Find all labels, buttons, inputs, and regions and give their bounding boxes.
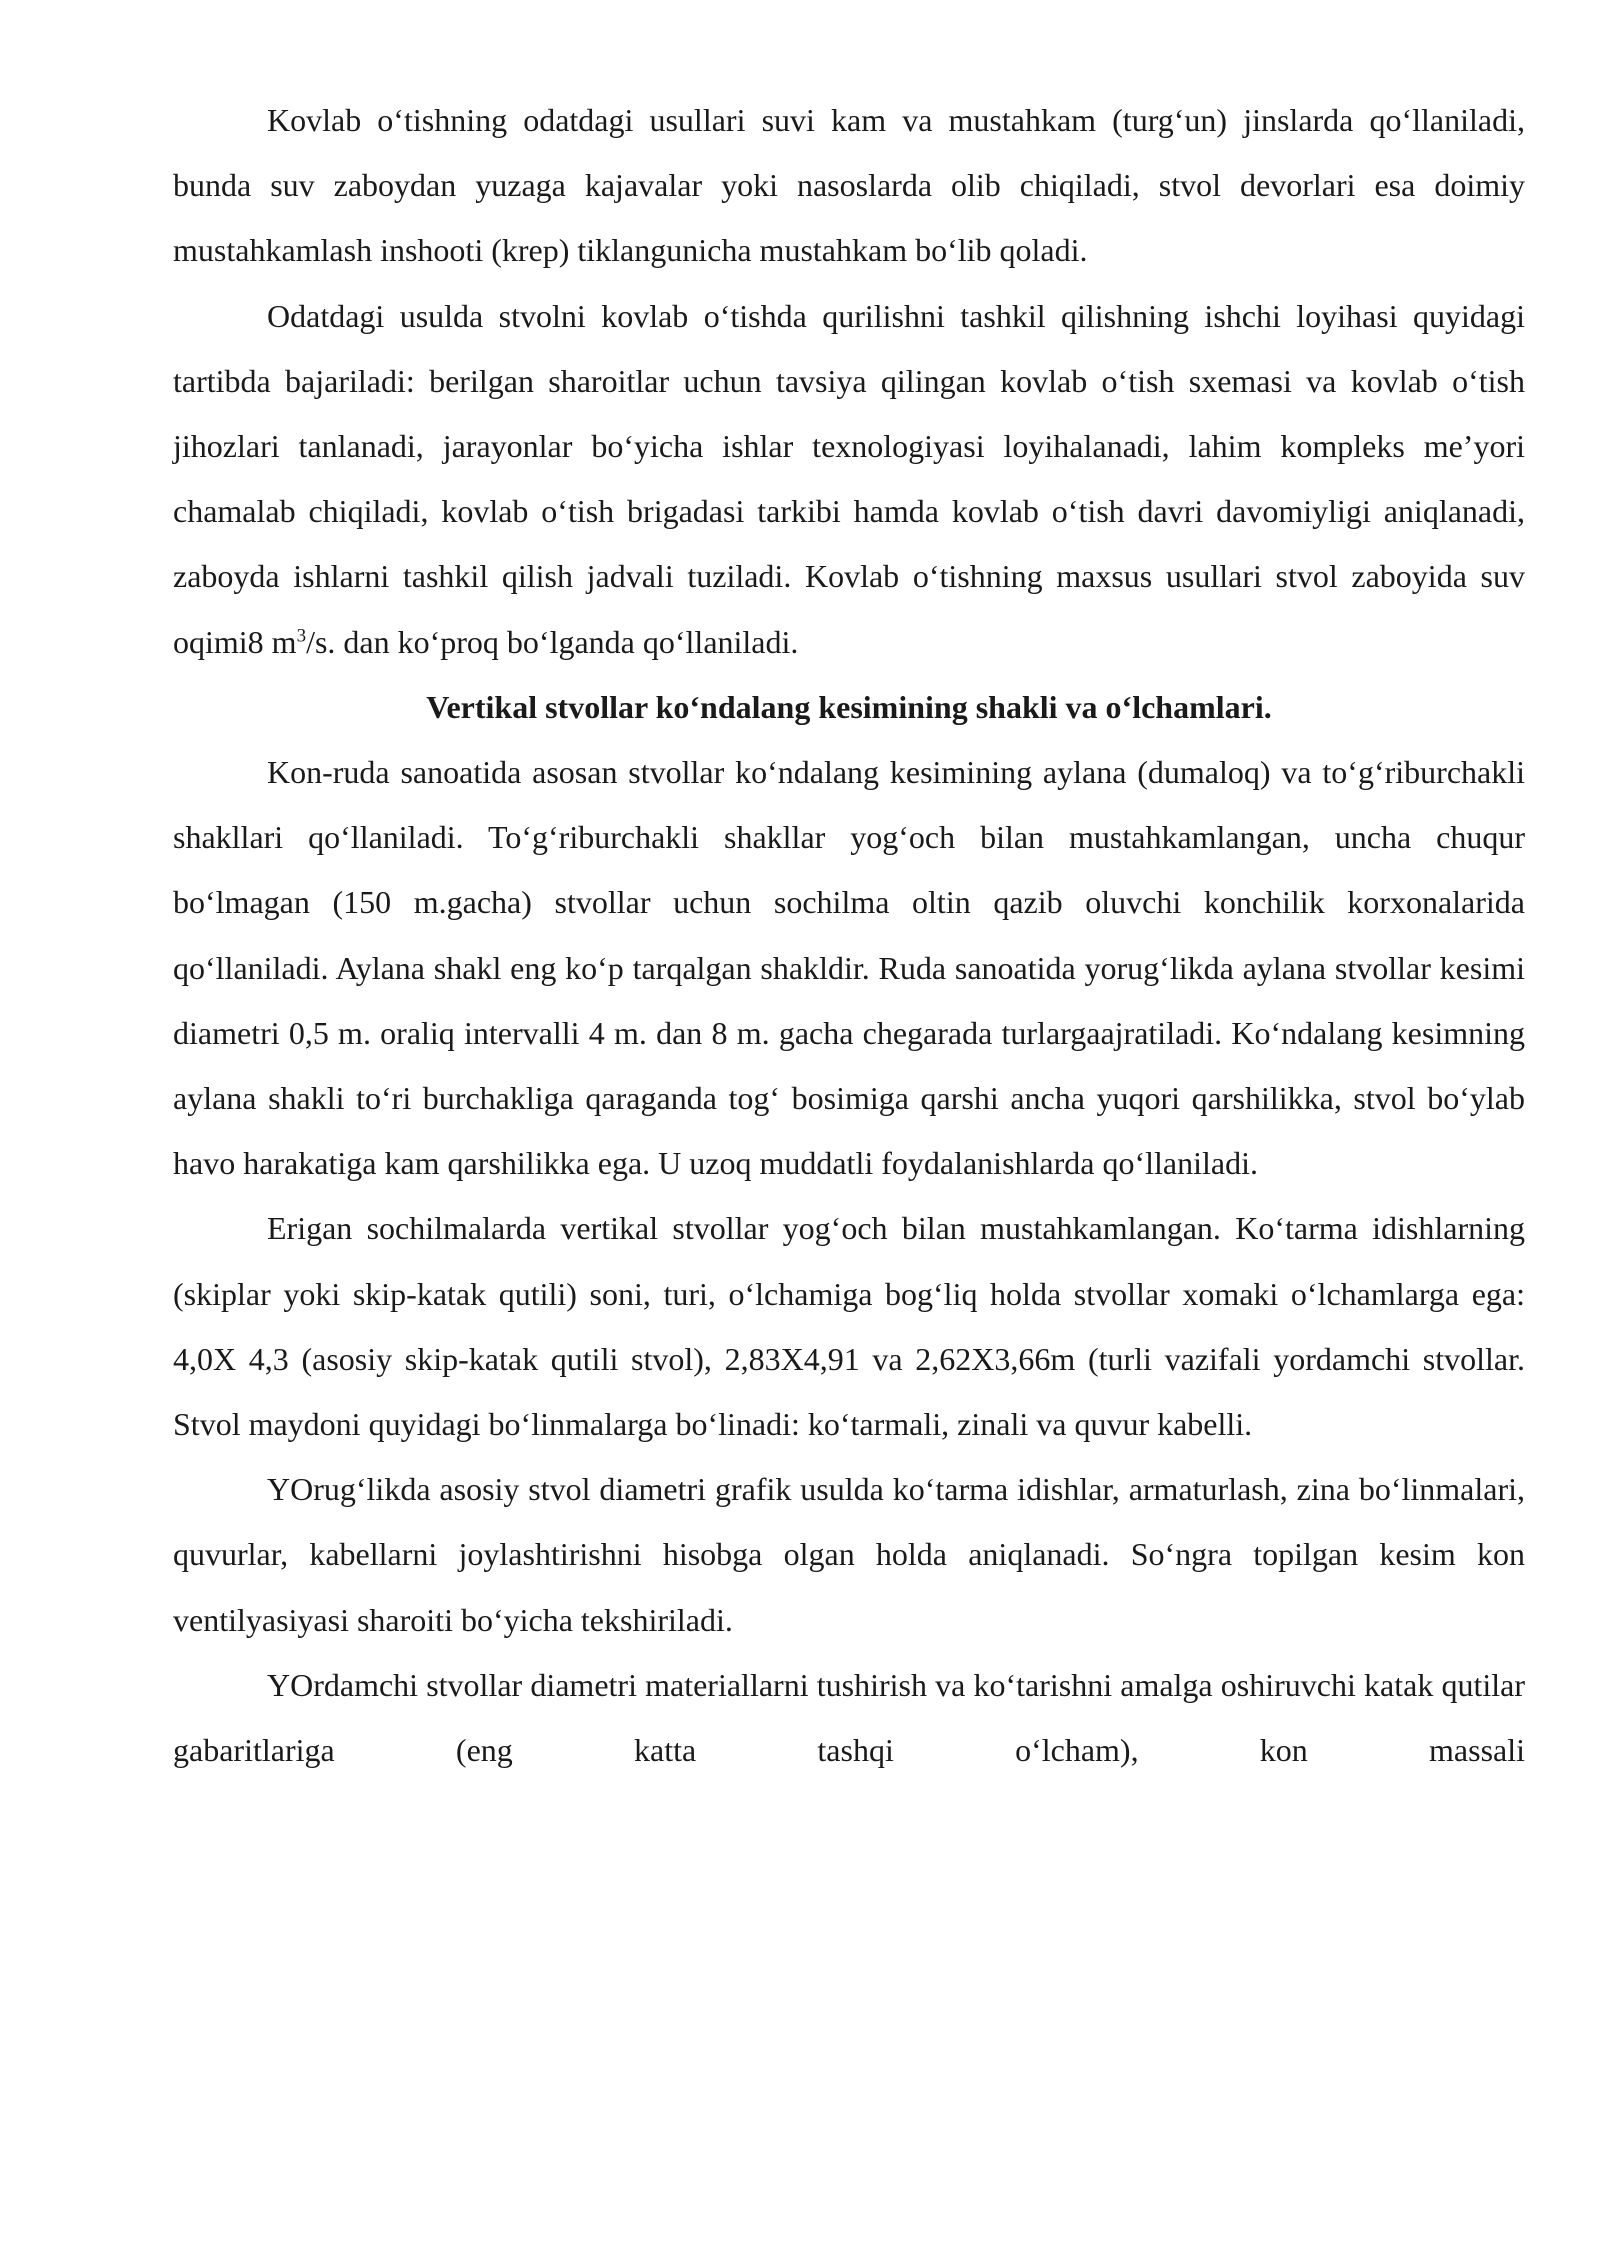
superscript-cube: 3 [296, 624, 307, 646]
paragraph-2-text-end: /s. dan ko‘proq bo‘lganda qo‘llaniladi. [306, 623, 799, 660]
paragraph-1: Kovlab o‘tishning odatdagi usullari suvi kam va mustahkam (turg‘un) jinslarda qo‘llaniladi, bunda suv zaboydan yuzaga kajavalar yoki nasoslarda olib chiqiladi, stvol devorlari esa doimiy mustahkamlash inshooti (krep) tiklangunicha mustahkam bo‘lib qoladi. [173, 102, 1525, 269]
paragraph-6: YOrdamchi stvollar diametri materiallarni tushirish va ko‘tarishni amalga oshiruvchi katak qutilar gabaritlariga (eng katta tashqi o‘lcham), kon massali [173, 1666, 1525, 1769]
paragraph-3: Kon-ruda sanoatida asosan stvollar ko‘ndalang kesimining aylana (dumaloq) va to‘g‘riburchakli shakllari qo‘llaniladi. To‘g‘riburchakli shakllar yog‘och bilan mustahkamlangan, uncha chuqur bo‘lmagan (150 m.gacha) stvollar uchun sochilma oltin qazib oluvchi konchilik korxonalarida qo‘llaniladi. Aylana shakl eng ko‘p tarqalgan shakldir. Ruda sanoatida yorug‘likda aylana stvollar kesimi diametri 0,5 m. oraliq intervalli 4 m. dan 8 m. gacha chegarada turlargaajratiladi. Ko‘ndalang kesimning aylana shakli to‘ri burchakliga qaraganda tog‘ bosimiga qarshi ancha yuqori qarshilikka, stvol bo‘ylab havo harakatiga kam qarshilikka ega. U uzoq muddatli foydalanishlarda qo‘llaniladi. [173, 754, 1525, 1182]
paragraph-5: YOrug‘likda asosiy stvol diametri grafik usulda ko‘tarma idishlar, armaturlash, zina bo‘linmalari, quvurlar, kabellarni joylashtirishni hisobga olgan holda aniqlanadi. So‘ngra topilgan kesim kon ventilyasiyasi sharoiti bo‘yicha tekshiriladi. [173, 1471, 1525, 1638]
paragraph-4: Erigan sochilmalarda vertikal stvollar yog‘och bilan mustahkamlangan. Ko‘tarma idishlarning (skiplar yoki skip-katak qutili) soni, turi, o‘lchamiga bog‘liq holda stvollar xomaki o‘lchamlarga ega: 4,0X 4,3 (asosiy skip-katak qutili stvol), 2,83X4,91 va 2,62X3,66m (turli vazifali yordamchi stvollar. Stvol maydoni quyidagi bo‘linmalarga bo‘linadi: ko‘tarmali, zinali va quvur kabelli. [173, 1210, 1525, 1443]
section-heading: Vertikal stvollar ko‘ndalang kesimining shakli va o‘lchamlari. [426, 688, 1272, 725]
paragraph-2 [173, 284, 1525, 675]
document-page [173, 88, 1525, 1783]
paragraph-2-text: Odatdagi usulda stvolni kovlab o‘tishda qurilishni tashkil qilishning ishchi loyihasi quyidagi tartibda bajariladi: berilgan sharoitlar uchun tavsiya qilingan kovlab o‘tish sxemasi va kovlab o‘tish jihozlari tanlanadi, jarayonlar bo‘yicha ishlar texnologiyasi loyihalanadi, lahim kompleks me’yori chamalab chiqiladi, kovlab o‘tish brigadasi tarkibi hamda kovlab o‘tish davri davomiyligi aniqlanadi, zaboyda ishlarni tashkil qilish jadvali tuziladi. Kovlab o‘tishning maxsus usullari stvol zaboyida suv oqimi8 m [173, 297, 1525, 660]
